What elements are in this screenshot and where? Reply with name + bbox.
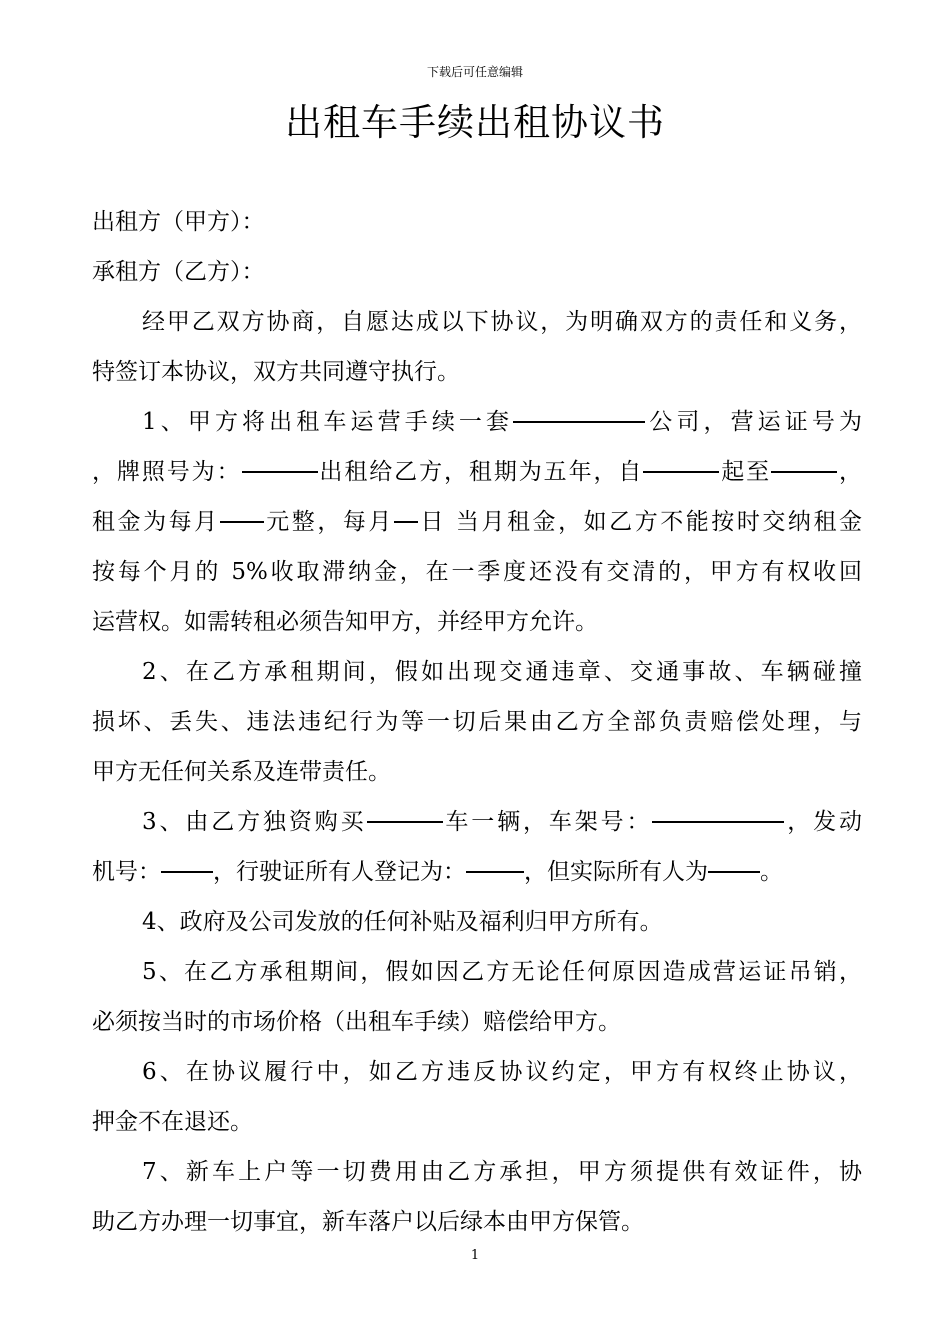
clause-3-line-1 bbox=[92, 797, 862, 847]
document-title: 出租车手续出租协议书 bbox=[285, 101, 665, 144]
clause-1-line-1 bbox=[92, 397, 862, 447]
clause-3-text: ，发动 bbox=[784, 809, 863, 835]
clause-1-text: 1、甲方将出租车运营手续一套 bbox=[142, 409, 514, 435]
clause-2-line-2: 损坏、丢失、违法违纪行为等一切后果由乙方全部负责赔偿处理，与 bbox=[92, 709, 862, 735]
intro-line-2: 特签订本协议，双方共同遵守执行。 bbox=[92, 359, 460, 385]
clause-1-text: 日 当月租金，如乙方不能按时交纳租金 bbox=[417, 509, 863, 535]
clause-1-text: ，牌照号为： bbox=[92, 459, 242, 485]
clause-3-text: 。 bbox=[760, 859, 783, 885]
clause-3-text: 3、由乙方独资购买 bbox=[142, 809, 367, 835]
actual-owner-blank bbox=[708, 841, 760, 873]
clause-3-line-2 bbox=[92, 847, 862, 897]
clause-2-line-3: 甲方无任何关系及连带责任。 bbox=[92, 759, 391, 785]
end-date-blank bbox=[771, 441, 837, 473]
clause-4-line-1: 4、政府及公司发放的任何补贴及福利归甲方所有。 bbox=[142, 909, 663, 935]
registered-owner-blank bbox=[466, 841, 524, 873]
clause-7-line-1: 7、新车上户等一切费用由乙方承担，甲方须提供有效证件，协 bbox=[142, 1159, 862, 1185]
clause-1-line-5: 运营权。如需转租必须告知甲方，并经甲方允许。 bbox=[92, 609, 598, 635]
page-number: 1 bbox=[470, 1248, 480, 1263]
clause-1-text: 起至 bbox=[719, 459, 772, 485]
clause-3-text: ，行驶证所有人登记为： bbox=[213, 859, 466, 885]
clause-7-line-2: 助乙方办理一切事宜，新车落户以后绿本由甲方保管。 bbox=[92, 1209, 644, 1235]
engine-number-blank bbox=[161, 841, 213, 873]
lessor-label: 出租方（甲方）： bbox=[92, 209, 265, 235]
clause-5-line-1: 5、在乙方承租期间，假如因乙方无论任何原因造成营运证吊销， bbox=[142, 959, 862, 985]
lessee-label: 承租方（乙方）： bbox=[92, 259, 265, 285]
clause-1-text: ， bbox=[837, 459, 863, 485]
header-note: 下载后可任意编辑 bbox=[426, 65, 523, 79]
intro-line-1: 经甲乙双方协商，自愿达成以下协议，为明确双方的责任和义务， bbox=[142, 309, 862, 335]
company-blank bbox=[513, 391, 645, 423]
clause-3-text: 车一辆，车架号： bbox=[442, 809, 653, 835]
clause-1-text: 公司，营运证号为 bbox=[645, 409, 862, 435]
document-body bbox=[92, 197, 862, 1247]
car-model-blank bbox=[367, 791, 443, 823]
plate-number-blank bbox=[242, 441, 318, 473]
clause-1-text: 元整，每月 bbox=[263, 509, 394, 535]
clause-6-line-2: 押金不在退还。 bbox=[92, 1109, 253, 1135]
clause-1-text: 出租给乙方，租期为五年，自 bbox=[317, 459, 644, 485]
clause-2-line-1: 2、在乙方承租期间，假如出现交通违章、交通事故、车辆碰撞 bbox=[142, 659, 862, 685]
clause-1-text: 租金为每月 bbox=[92, 509, 220, 535]
clause-1-line-2 bbox=[92, 447, 862, 497]
clause-5-line-2: 必须按当时的市场价格（出租车手续）赔偿给甲方。 bbox=[92, 1009, 621, 1035]
clause-6-line-1: 6、在协议履行中，如乙方违反协议约定，甲方有权终止协议， bbox=[142, 1059, 862, 1085]
monthly-rent-blank bbox=[220, 491, 264, 523]
clause-1-line-4: 按每个月的 5%收取滞纳金，在一季度还没有交清的，甲方有权收回 bbox=[92, 559, 862, 585]
vin-blank bbox=[652, 791, 784, 823]
clause-3-text: ，但实际所有人为 bbox=[524, 859, 708, 885]
clause-3-text: 机号： bbox=[92, 859, 161, 885]
payment-day-blank bbox=[394, 491, 418, 523]
start-date-blank bbox=[643, 441, 719, 473]
clause-1-line-3 bbox=[92, 497, 862, 547]
